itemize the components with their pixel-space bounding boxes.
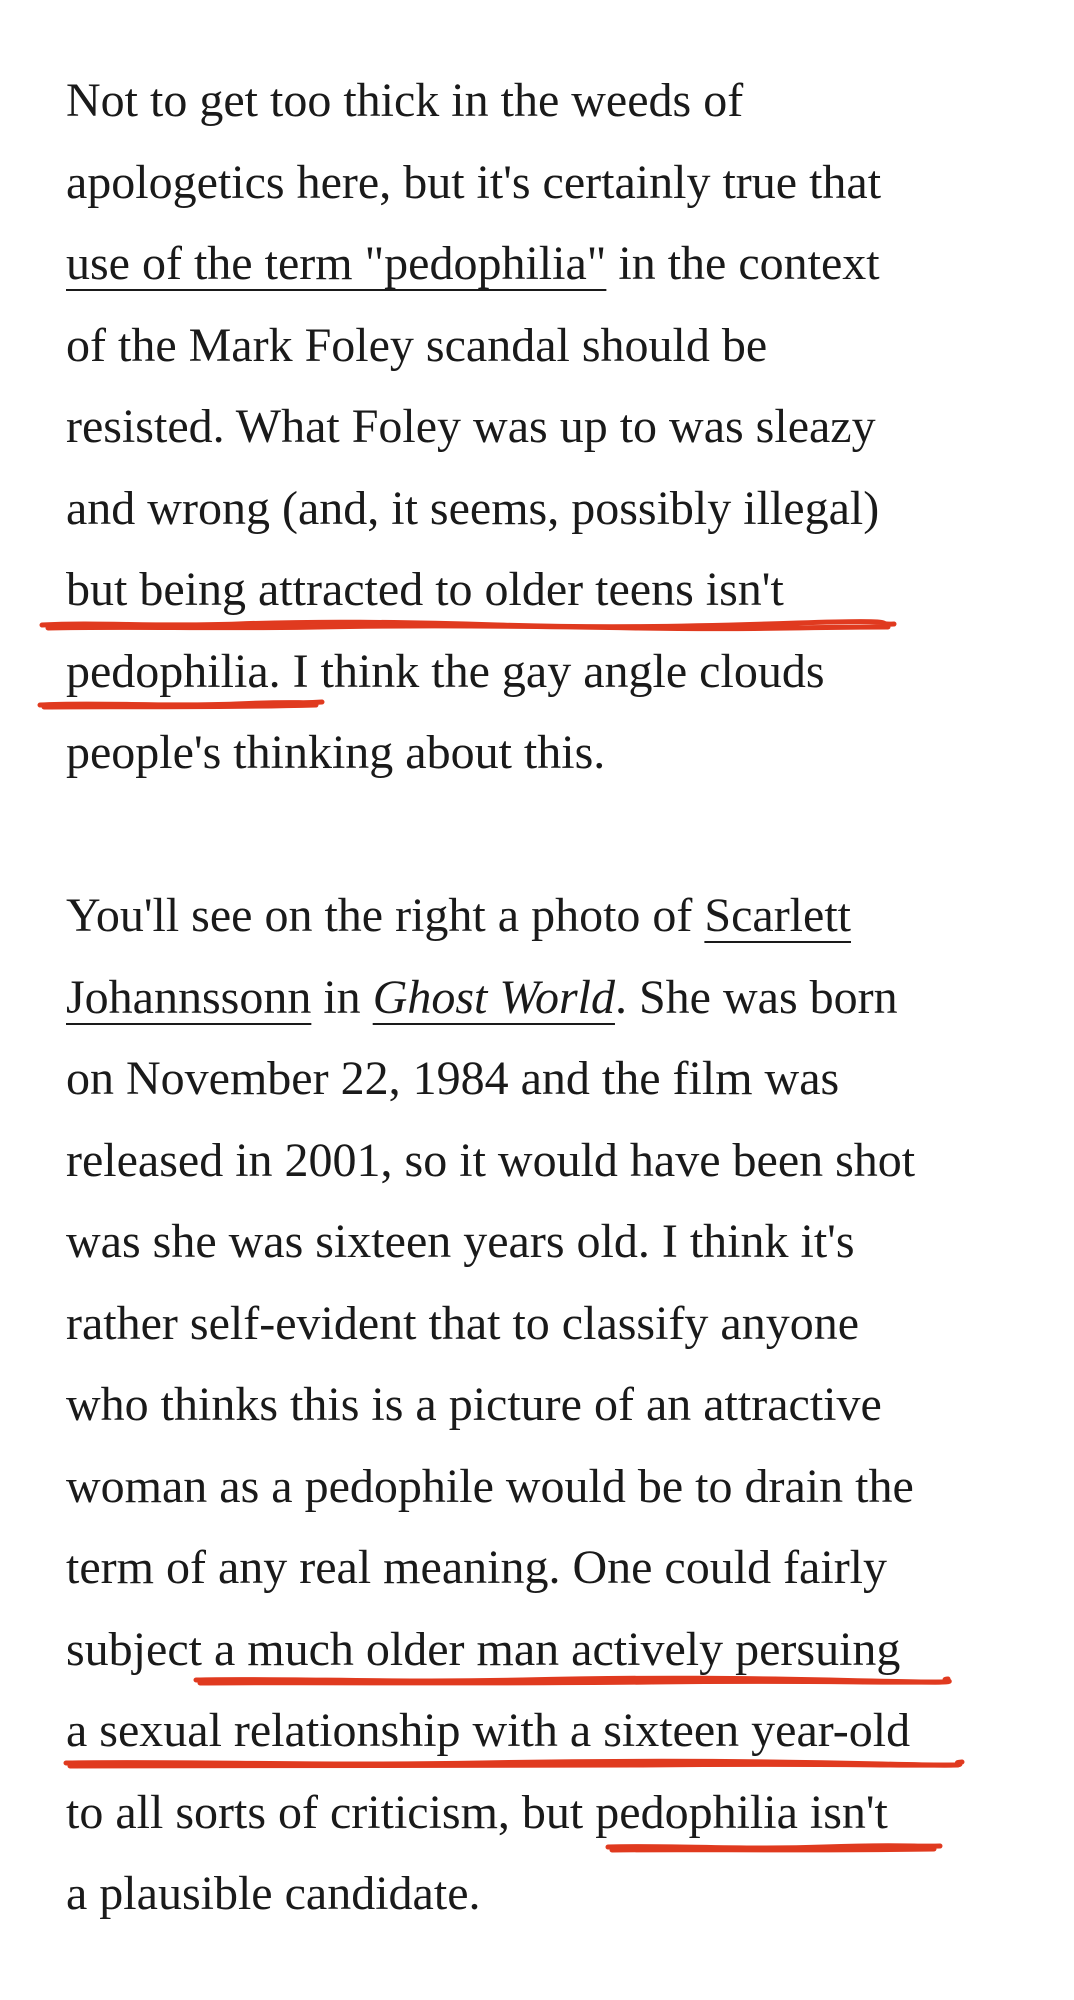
text: I think the gay angle clouds [280, 644, 825, 698]
text-line [66, 1283, 1026, 1365]
text-line [66, 712, 1026, 794]
text: in the context [606, 237, 880, 290]
text-line [66, 60, 1026, 142]
text: a plausible candidate. [66, 1867, 481, 1920]
text: apologetics here, but it's certainly true that [66, 155, 882, 209]
text-line [66, 1853, 1026, 1935]
text: who thinks this is a picture of an attractive [66, 1378, 882, 1431]
text: a much older man actively persuing [201, 1622, 901, 1676]
text-line [66, 1690, 1026, 1772]
text: but being attracted to older teens isn't [66, 563, 784, 616]
text-line [66, 142, 1026, 224]
ghost-world-link[interactable] [373, 971, 615, 1024]
text-line [66, 1446, 1026, 1528]
text-line [66, 1120, 1026, 1202]
paragraph-2 [66, 875, 1026, 1935]
text: on November 22, 1984 and the film was [66, 1052, 840, 1105]
text-line [66, 1527, 1026, 1609]
text-line [66, 468, 1026, 550]
text-line [66, 1364, 1026, 1446]
text: and wrong (and, it seems, possibly illegal) [66, 481, 880, 535]
text-line [66, 1609, 1026, 1691]
text: resisted. What Foley was up to was sleazy [66, 400, 876, 453]
text: rather self-evident that to classify anyone [66, 1296, 860, 1350]
text: You'll see on the right a photo of [66, 889, 705, 942]
ghost-world-title: Ghost World [372, 970, 615, 1024]
text-line [66, 549, 1026, 631]
text-line [66, 223, 1026, 305]
text-line [66, 875, 1026, 957]
text-line [66, 957, 1026, 1039]
text: pedophilia. [66, 644, 281, 698]
text: term of any real meaning. One could fairly [66, 1541, 888, 1594]
text-line [66, 305, 1026, 387]
text: to all sorts of criticism, but [66, 1785, 584, 1839]
text: . She was born [614, 970, 898, 1024]
article-body [66, 60, 1026, 1935]
text-line [66, 1201, 1026, 1283]
text-line [66, 386, 1026, 468]
text: woman as a pedophile would be to drain the [66, 1459, 914, 1513]
text-line [66, 631, 1026, 713]
text: people's thinking about this. [66, 726, 606, 779]
text: was she was sixteen years old. I think it's [66, 1215, 855, 1268]
text: a sexual relationship with a sixteen year-old [66, 1704, 911, 1757]
text: released in 2001, so it would have been shot [66, 1133, 916, 1187]
text: pedophilia isn't [583, 1785, 888, 1839]
text: Not to get too thick in the weeds of [66, 74, 744, 127]
text: subject [66, 1622, 202, 1676]
text-line [66, 1038, 1026, 1120]
text: of the Mark Foley scandal should be [66, 318, 768, 372]
pedophilia-term-link[interactable]: use of the term "pedophilia" [66, 237, 607, 290]
text: in [311, 970, 373, 1024]
scarlett-link[interactable]: Scarlett [704, 889, 851, 942]
paragraph-1 [66, 60, 1026, 794]
johannssonn-link[interactable]: Johannssonn [66, 970, 312, 1024]
text-line [66, 1772, 1026, 1854]
